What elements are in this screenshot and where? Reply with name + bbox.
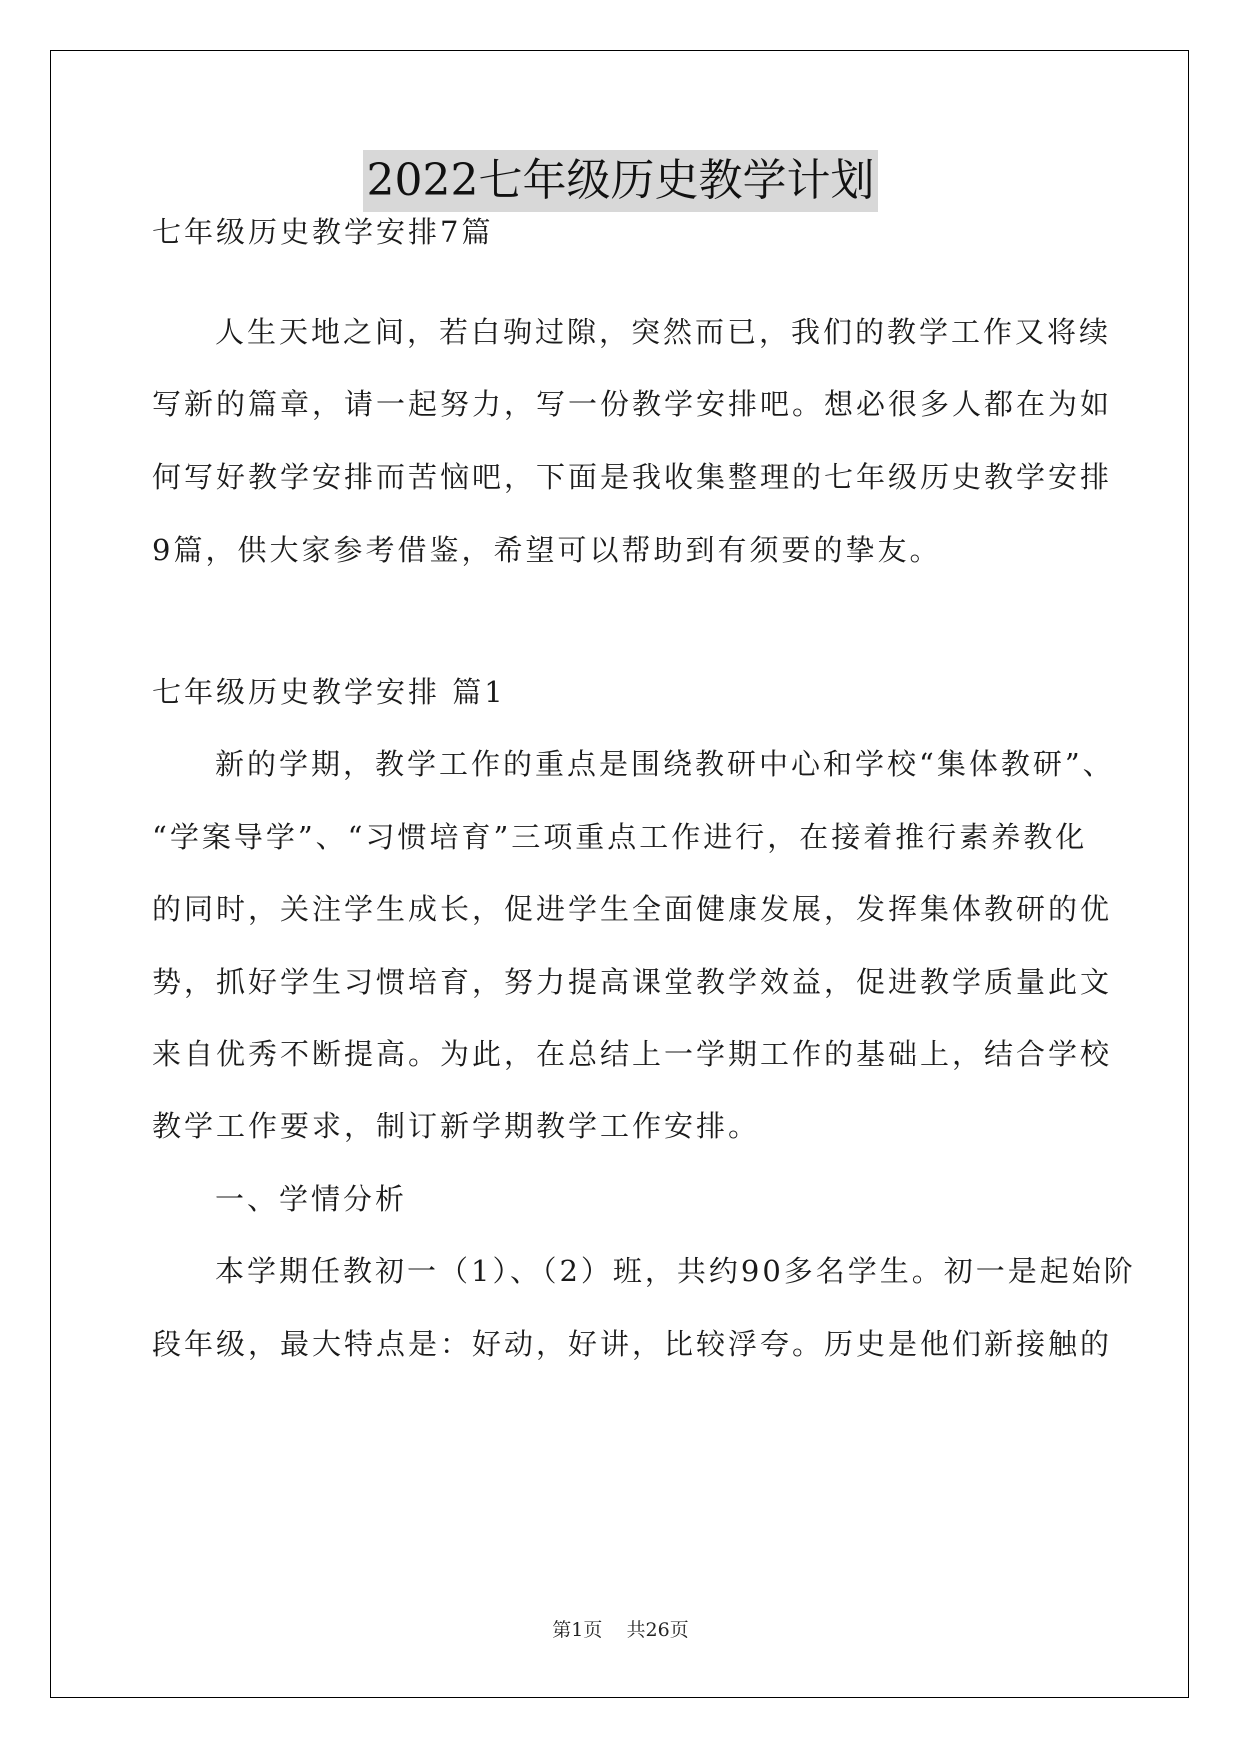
page-footer (0, 1618, 1241, 1642)
subsection-line-2: 段年级，最大特点是：好动，好讲，比较浮夸。历史是他们新接触的 (152, 1327, 1113, 1361)
intro-line-3: 何写好教学安排而苦恼吧，下面是我收集整理的七年级历史教学安排 (152, 460, 1113, 494)
page-total: 共26页 (626, 1619, 689, 1641)
section-line-1: 新的学期，教学工作的重点是围绕教研中心和学校“集体教研”、 (215, 747, 1115, 781)
section-line-3: 的同时，关注学生成长，促进学生全面健康发展，发挥集体教研的优 (152, 892, 1113, 926)
section-line-6: 教学工作要求，制订新学期教学工作安排。 (152, 1109, 761, 1143)
page-border (50, 50, 1189, 1698)
section-line-5: 来自优秀不断提高。为此，在总结上一学期工作的基础上，结合学校 (152, 1037, 1113, 1071)
document-title: 2022七年级历史教学计划 (363, 150, 879, 212)
intro-line-2: 写新的篇章，请一起努力，写一份教学安排吧。想必很多人都在为如 (152, 387, 1113, 421)
section-heading: 七年级历史教学安排 篇1 (152, 675, 506, 709)
intro-line-4: 9篇，供大家参考借鉴，希望可以帮助到有须要的挚友。 (152, 533, 942, 567)
subsection-heading: 一、学情分析 (215, 1182, 408, 1216)
page-number: 第1页 (552, 1619, 603, 1641)
section-line-4: 势，抓好学生习惯培育，努力提高课堂教学效益，促进教学质量此文 (152, 965, 1113, 999)
intro-line-1: 人生天地之间，若白驹过隙，突然而已，我们的教学工作又将续 (215, 315, 1112, 349)
title-container (0, 150, 1241, 212)
section-line-2: “学案导学”、“习惯培育”三项重点工作进行，在接着推行素养教化 (152, 820, 1088, 854)
document-subtitle: 七年级历史教学安排7篇 (152, 215, 494, 249)
subsection-line-1: 本学期任教初一（1）、（2）班，共约90多名学生。初一是起始阶 (215, 1254, 1136, 1288)
